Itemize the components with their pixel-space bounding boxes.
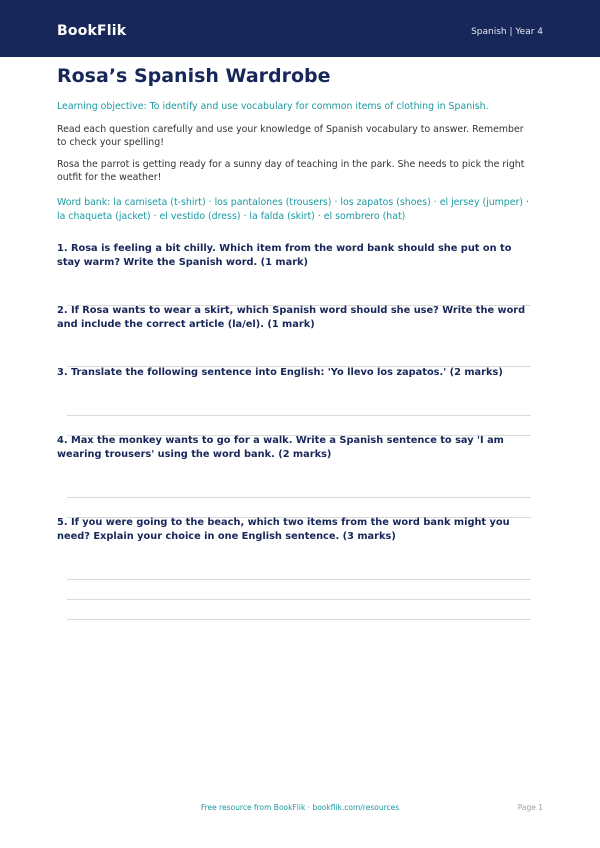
scenario: Rosa the parrot is getting ready for a sunny day of teaching in the park. She needs to pick the right outfit for the weather!: [57, 159, 525, 183]
question-2: 2. If Rosa wants to wear a skirt, which Spanish word should she use? Write the word and include the correct article (la/el). (1 mark): [57, 305, 526, 330]
answer-line[interactable]: [67, 497, 531, 498]
answer-line[interactable]: [67, 415, 531, 416]
question-5: 5. If you were going to the beach, which two items from the word bank might you need? Explain your choice in one English sentence. (3 marks): [57, 517, 510, 542]
answer-line[interactable]: [67, 579, 531, 580]
page-header: [0, 0, 600, 57]
question-1: 1. Rosa is feeling a bit chilly. Which item from the word bank should she put on to stay warm? Write the Spanish word. (1 mark): [57, 243, 512, 268]
learning-objective: Learning objective: To identify and use vocabulary for common items of clothing in Spanish.: [57, 101, 489, 112]
instructions: Read each question carefully and use your knowledge of Spanish vocabulary to answer. Remember to check your spelling!: [57, 124, 524, 148]
page-title: Rosa’s Spanish Wardrobe: [57, 65, 331, 87]
question-4: 4. Max the monkey wants to go for a walk. Write a Spanish sentence to say 'I am wearing trousers' using the word bank. (2 marks): [57, 435, 504, 460]
footer-link[interactable]: Free resource from BookFlik · bookflik.com/resources: [200, 803, 400, 812]
word-bank: Word bank: la camiseta (t-shirt) · los pantalones (trousers) · los zapatos (shoes) · el jersey (jumper) · la chaqueta (jacket) · el vestido (dress) · la falda (skirt) · el sombrero (hat): [57, 197, 529, 222]
subject-year-label: Spanish | Year 4: [471, 27, 543, 37]
answer-line[interactable]: [67, 599, 531, 600]
brand-logo: BookFlik: [57, 23, 127, 39]
page-number: Page 1: [517, 803, 543, 812]
answer-line[interactable]: [67, 619, 531, 620]
question-3: 3. Translate the following sentence into English: 'Yo llevo los zapatos.' (2 marks): [57, 367, 503, 378]
worksheet-body: [57, 64, 533, 224]
